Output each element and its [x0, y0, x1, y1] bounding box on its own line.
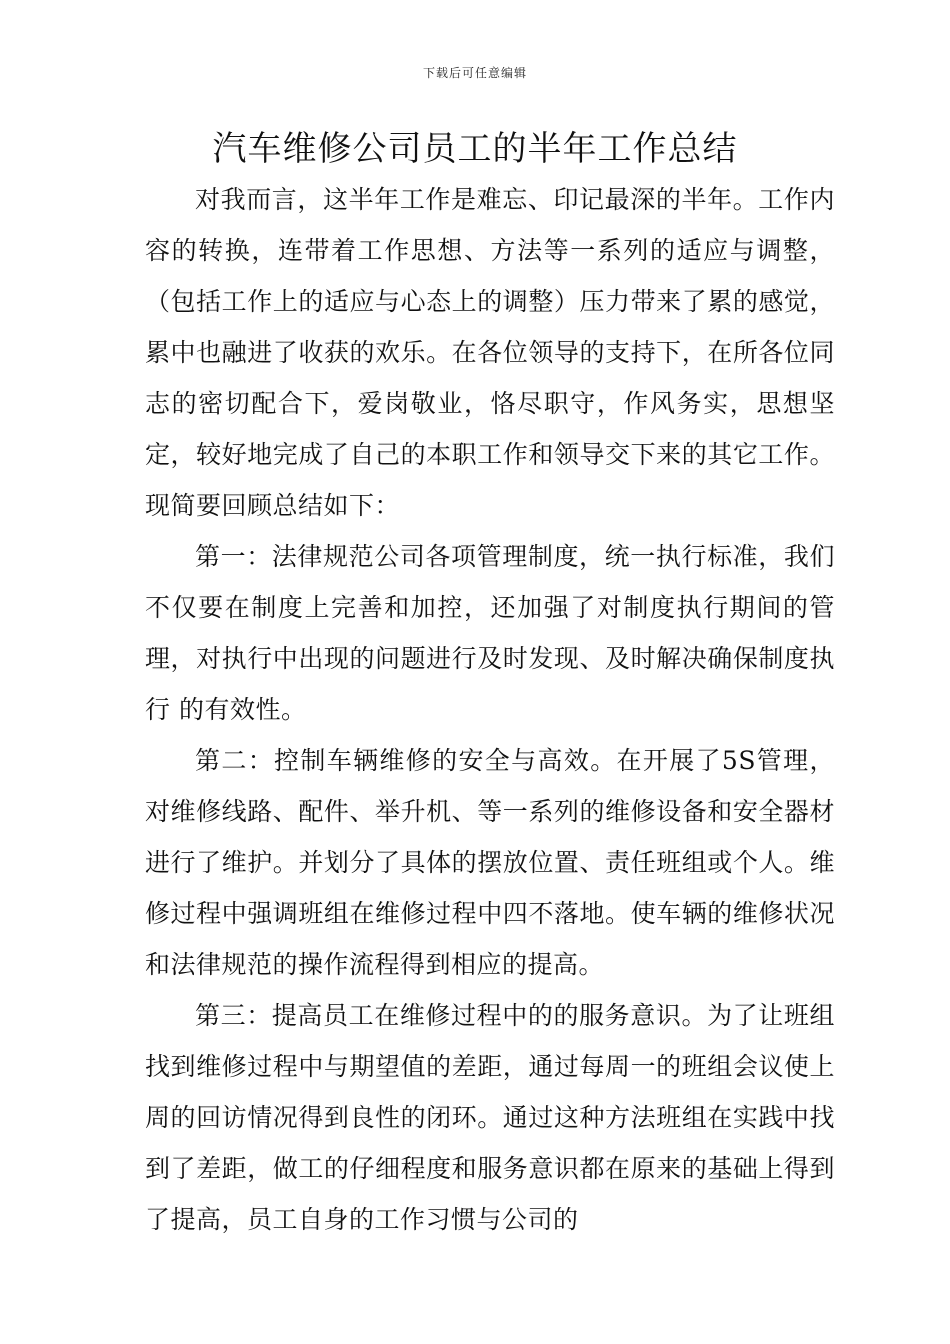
document-title: 汽车维修公司员工的半年工作总结	[212, 129, 738, 169]
paragraph-second-point: 第二：控制车辆维修的安全与高效。在开展了5S管理，对维修线路、配件、举升机、等一系列的维修设备和安全器材进行了维护。并划分了具体的摆放位置、责任班组或个人。维修过程中强调班组在维修过程中四不落地。使车辆的维修状况和法律规范的操作流程得到相应的提高。	[145, 746, 835, 979]
paragraph-third-point: 第三：提高员工在维修过程中的的服务意识。为了让班组找到维修过程中与期望值的差距，通过每周一的班组会议使上周的回访情况得到良性的闭环。通过这种方法班组在实践中找到了差距，做工的仔细程度和服务意识都在原来的基础上得到了提高，员工自身的工作习惯与公司的	[145, 1001, 835, 1234]
paragraph-intro: 对我而言，这半年工作是难忘、印记最深的半年。工作内容的转换，连带着工作思想、方法等一系列的适应与调整，（包括工作上的适应与心态上的调整）压力带来了累的感觉，累中也融进了收获的欢乐。在各位领导的支持下，在所各位同志的密切配合下，爱岗敬业，恪尽职守，作风务实，思想坚定，较好地完成了自己的本职工作和领导交下来的其它工作。现简要回顾总结如下：	[145, 185, 835, 520]
paragraph-first-point: 第一：法律规范公司各项管理制度，统一执行标准，我们不仅要在制度上完善和加控，还加强了对制度执行期间的管理，对执行中出现的问题进行及时发现、及时解决确保制度执行 的有效性。	[145, 542, 835, 724]
header-note: 下载后可任意编辑	[422, 66, 527, 80]
document-body	[145, 174, 835, 1245]
